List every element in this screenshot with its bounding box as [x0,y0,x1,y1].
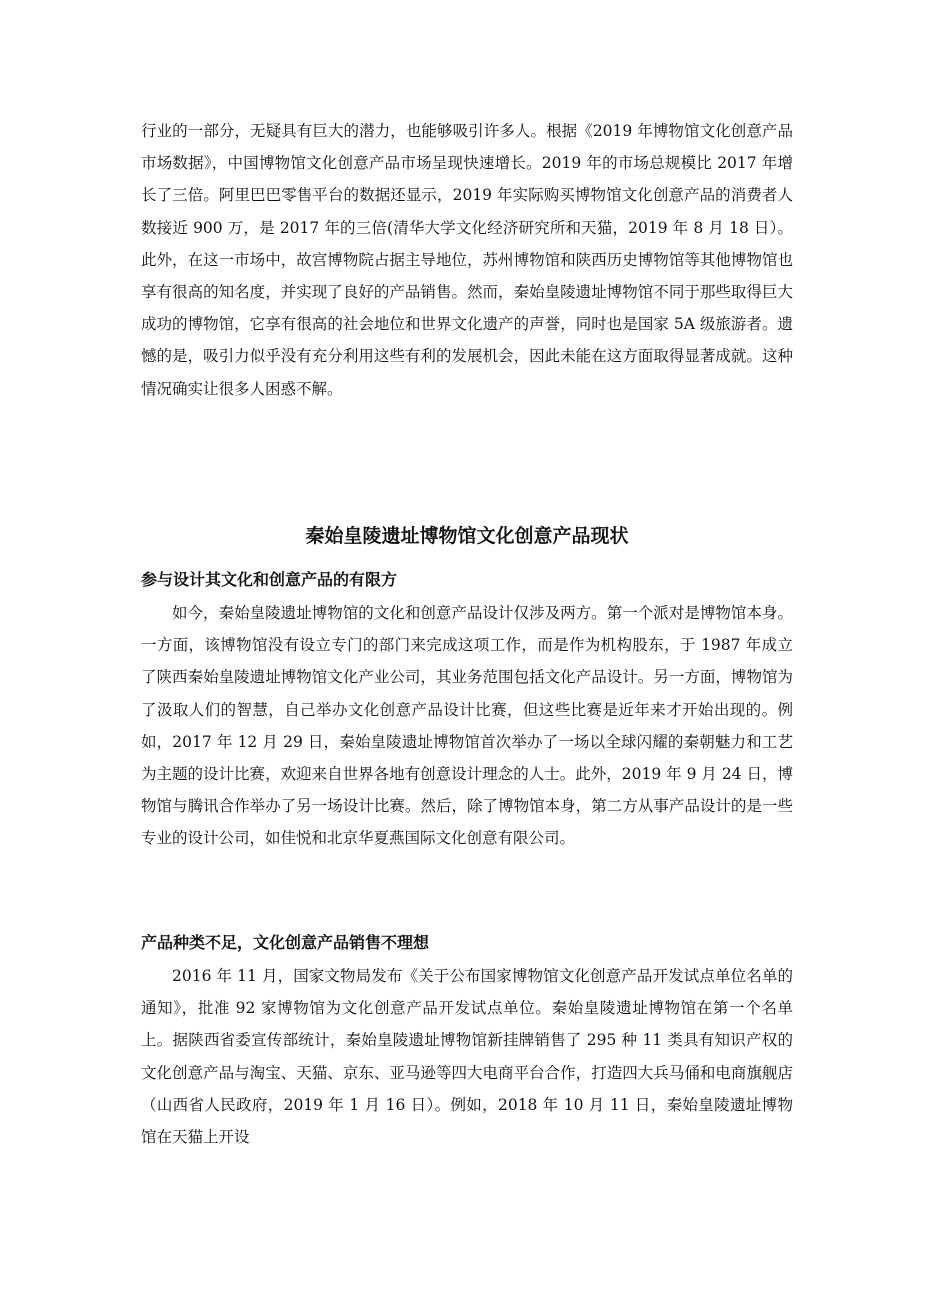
section-title: 秦始皇陵遗址博物馆文化创意产品现状 [305,525,629,547]
design-parties-paragraph: 如今，秦始皇陵遗址博物馆的文化和创意产品设计仅涉及两方。第一个派对是博物馆本身。一方面，该博物馆没有设立专门的部门来完成这项工作，而是作为机构股东，于 1987 年成立了陕西秦始皇陵遗址博物馆文化产业公司，其业务范围包括文化产品设计。另一方面，博物馆为了汲取人们的智慧，自己举办文化创意产品设计比赛，但这些比赛是近年来才开始出现的。例如，2017 年 12 月 29 日，秦始皇陵遗址博物馆首次举办了一场以全球闪耀的秦朝魅力和工艺为主题的设计比赛，欢迎来自世界各地有创意设计理念的人士。此外，2019 年 9 月 24 日，博物馆与腾讯合作举办了另一场设计比赛。然后，除了博物馆本身，第二方从事产品设计的是一些专业的设计公司，如佳悦和北京华夏燕国际文化创意有限公司。 [141,604,793,848]
subsection-title-product-variety: 产品种类不足，文化创意产品销售不理想 [141,933,430,952]
product-sales-paragraph-block [141,960,793,1153]
intro-paragraph: 行业的一部分，无疑具有巨大的潜力，也能够吸引许多人。根据《2019 年博物馆文化创意产品市场数据》，中国博物馆文化创意产品市场呈现快速增长。2019 年的市场总规模比 2017 年增长了三倍。阿里巴巴零售平台的数据还显示，2019 年实际购买博物馆文化创意产品的消费者人数接近 900 万，是 2017 年的三倍(清华大学文化经济研究所和天猫，2019 年 8 月 18 日）。此外，在这一市场中，故宫博物院占据主导地位，苏州博物馆和陕西历史博物馆等其他博物馆也享有很高的知名度，并实现了良好的产品销售。然而，秦始皇陵遗址博物馆不同于那些取得巨大成功的博物馆，它享有很高的社会地位和世界文化遗产的声誉，同时也是国家 5A 级旅游者。遗憾的是，吸引力似乎没有充分利用这些有利的发展机会，因此未能在这方面取得显著成就。这种情况确实让很多人困惑不解。 [141,122,793,398]
intro-paragraph-block [141,115,793,405]
product-sales-paragraph: 2016 年 11 月，国家文物局发布《关于公布国家博物馆文化创意产品开发试点单位名单的通知》，批准 92 家博物馆为文化创意产品开发试点单位。秦始皇陵遗址博物馆在第一个名单上。据陕西省委宣传部统计，秦始皇陵遗址博物馆新挂牌销售了 295 种 11 类具有知识产权的文化创意产品与淘宝、天猫、京东、亚马逊等四大电商平台合作，打造四大兵马俑和电商旗舰店（山西省人民政府，2019 年 1 月 16 日）。例如，2018 年 10 月 11 日，秦始皇陵遗址博物馆在天猫上开设 [141,967,793,1147]
subsection-title-limited-parties: 参与设计其文化和创意产品的有限方 [141,570,398,589]
design-parties-paragraph-block [141,597,793,855]
